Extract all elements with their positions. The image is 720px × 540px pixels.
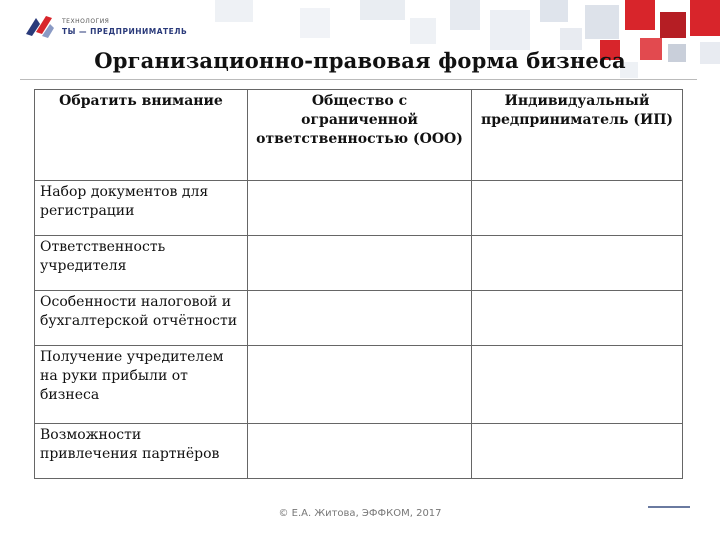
table-row [35, 236, 683, 291]
cell-ooo-liability[interactable] [248, 236, 472, 291]
cell-ooo-documents[interactable] [248, 181, 472, 236]
table-row [35, 181, 683, 236]
header-attention: Обратить внимание [35, 90, 248, 181]
logo-line-2: ТЫ — ПРЕДПРИНИМАТЕЛЬ [62, 27, 188, 36]
cell-ip-liability[interactable] [472, 236, 683, 291]
table-row [35, 424, 683, 479]
title-divider [20, 79, 697, 80]
cell-ooo-tax[interactable] [248, 291, 472, 346]
table-row [35, 291, 683, 346]
cell-ooo-profit[interactable] [248, 346, 472, 424]
brand-logo [22, 14, 187, 40]
comparison-table [34, 89, 683, 479]
header-ooo: Общество с ограниченной ответственностью (ООО) [248, 90, 472, 181]
table-header-row [35, 90, 683, 181]
cell-ip-documents[interactable] [472, 181, 683, 236]
row-label-partners: Возможности привлечения партнёров [35, 424, 248, 479]
logo-mark-icon [22, 14, 56, 40]
cell-ooo-partners[interactable] [248, 424, 472, 479]
cell-ip-profit[interactable] [472, 346, 683, 424]
page-title: Организационно-правовая форма бизнеса [94, 48, 626, 73]
logo-line-1: ТЕХНОЛОГИЯ [62, 18, 110, 25]
cell-ip-tax[interactable] [472, 291, 683, 346]
row-label-liability: Ответственность учредителя [35, 236, 248, 291]
cell-ip-partners[interactable] [472, 424, 683, 479]
table-row [35, 346, 683, 424]
header-ip: Индивидуальный предприниматель (ИП) [472, 90, 683, 181]
row-label-tax: Особенности налоговой и бухгалтерской отчётности [35, 291, 248, 346]
row-label-profit: Получение учредителем на руки прибыли от бизнеса [35, 346, 248, 424]
row-label-documents: Набор документов для регистрации [35, 181, 248, 236]
footer-copyright: © Е.А. Житова, ЭФФКОМ, 2017 [278, 508, 442, 519]
